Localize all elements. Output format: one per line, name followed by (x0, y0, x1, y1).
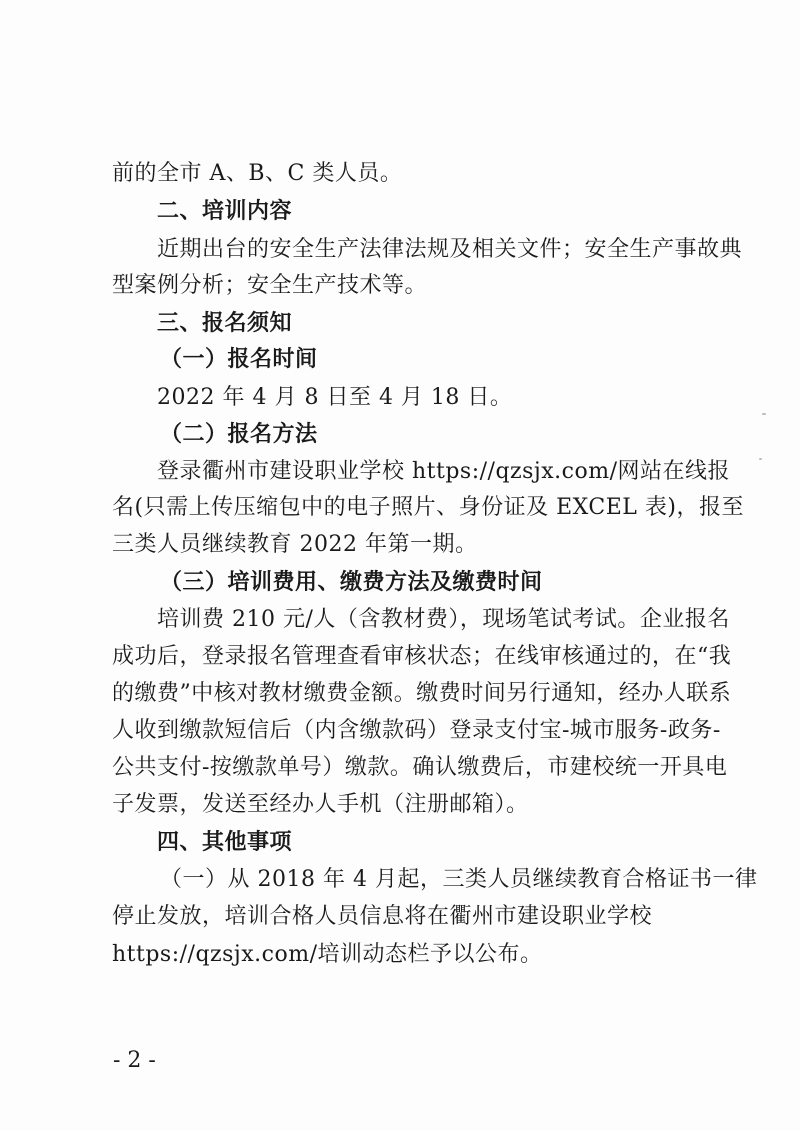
section-heading-registration: 三、报名须知 (157, 311, 293, 336)
subsection-heading-registration-method: （二）报名方法 (160, 422, 318, 447)
paragraph-line: https://qzsjx.com/培训动态栏予以公布。 (112, 942, 543, 967)
paragraph-line: （一）从 2018 年 4 月起，三类人员继续教育合格证书一律 (160, 867, 758, 892)
paragraph-line: 型案例分析；安全生产技术等。 (112, 273, 428, 298)
page-number: - 2 - (113, 1048, 156, 1073)
scan-speck (762, 413, 766, 415)
paragraph-line: 2022 年 4 月 8 日至 4 月 18 日。 (157, 385, 513, 410)
paragraph-line: 登录衢州市建设职业学校 https://qzsjx.com/网站在线报 (157, 459, 730, 484)
paragraph-continuation: 前的全市 A、B、C 类人员。 (112, 161, 403, 186)
paragraph-line: 人收到缴款短信后（内含缴款码）登录支付宝-城市服务-政务- (112, 718, 721, 743)
paragraph-line: 三类人员继续教育 2022 年第一期。 (112, 532, 478, 557)
section-heading-training-content: 二、培训内容 (157, 199, 293, 224)
paragraph-line: 的缴费”中核对教材缴费金额。缴费时间另行通知，经办人联系 (112, 681, 732, 706)
paragraph-line: 近期出台的安全生产法律法规及相关文件；安全生产事故典 (157, 237, 743, 262)
subsection-heading-registration-time: （一）报名时间 (160, 347, 318, 372)
paragraph-line: 子发票，发送至经办人手机（注册邮箱）。 (112, 792, 529, 817)
paragraph-line: 公共支付-按缴款单号）缴款。确认缴费后，市建校统一开具电 (112, 755, 728, 780)
subsection-heading-fees: （三）培训费用、缴费方法及缴费时间 (160, 570, 543, 595)
paragraph-line: 停止发放，培训合格人员信息将在衢州市建设职业学校 (112, 904, 653, 929)
paragraph-line: 成功后，登录报名管理查看审核状态；在线审核通过的，在“我 (112, 644, 732, 669)
paragraph-line: 培训费 210 元/人（含教材费），现场笔试考试。企业报名 (157, 607, 730, 632)
scan-speck (759, 458, 762, 460)
section-heading-other-matters: 四、其他事项 (157, 830, 293, 855)
paragraph-line: 名(只需上传压缩包中的电子照片、身份证及 EXCEL 表)，报至 (112, 495, 744, 520)
